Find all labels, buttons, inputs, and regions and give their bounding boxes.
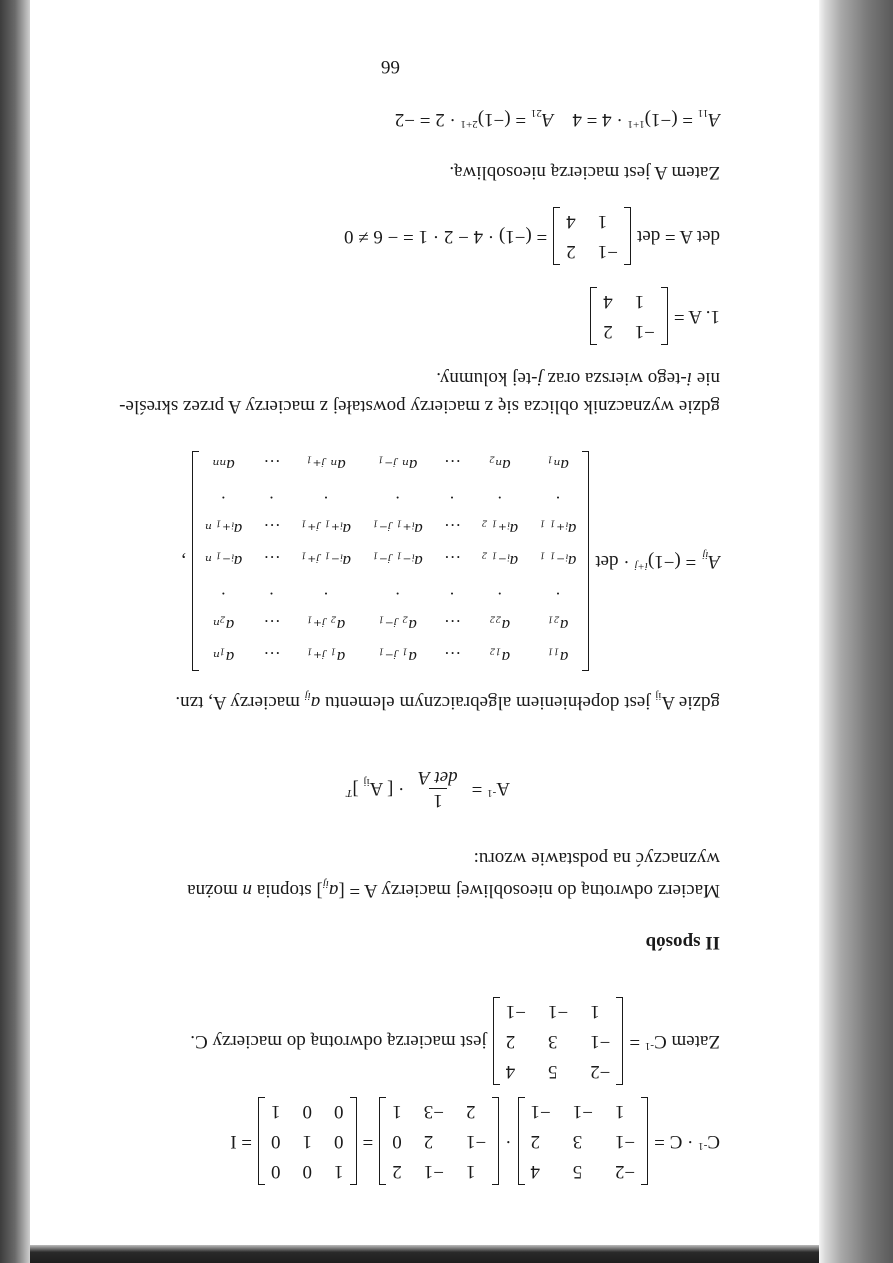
matrix-cell: … <box>444 552 460 571</box>
matrix-cell: … <box>264 520 280 539</box>
matrix-cell: aᵢ₊₁ ₙ <box>204 520 243 539</box>
section-heading: II sposób <box>645 932 720 953</box>
matrix-cell: 2 <box>530 1131 541 1152</box>
cofactor-lhs: $A_{ij}$ <box>702 549 720 572</box>
matrix-cell: aᵢ₋₁ ⱼ₊₁ <box>301 552 352 571</box>
matrix-cell: · <box>556 488 561 507</box>
matrix-cell: 0 <box>334 1131 344 1152</box>
matrix-cell: −1 <box>614 1131 636 1152</box>
matrix-cell: aᵢ₊₁ ⱼ₋₁ <box>373 520 423 539</box>
matrix-cell: · <box>221 584 226 603</box>
matrix-cell: 4 <box>530 1161 541 1182</box>
matrix-cell: · <box>450 488 455 507</box>
matrix-cell: aᵢ₋₁ ₁ <box>540 552 577 571</box>
matrix-cell: a₁₂ <box>489 648 511 667</box>
matrix-cell: 1 <box>590 1001 600 1022</box>
matrix-cell: · <box>497 488 503 507</box>
matrix-cell: · <box>269 488 274 507</box>
matrix-cell: … <box>264 552 280 571</box>
matrix-cell: −1 <box>572 1101 593 1122</box>
matrix-cell: · <box>497 584 503 603</box>
matrix-cell: a₂ₙ <box>212 616 235 635</box>
matrix-cell: −3 <box>423 1101 444 1122</box>
matrix-cell: −1 <box>590 1031 611 1052</box>
cofactor-values: $A_{11} = (-1)^{1+1} \cdot 4 = 4$ $A_{21} = (-1)^{2+1} \cdot 2 = -2$ <box>394 107 720 130</box>
paragraph-line: gdzie wyznacznik oblicza się z macierzy powstałej z macierzy A przez skreśle- <box>119 396 720 417</box>
matrix-cell: aₙ ⱼ₋₁ <box>378 456 418 475</box>
matrix-cell: · <box>269 584 274 603</box>
matrix-cell: 1 <box>271 1101 281 1122</box>
matrix-cell: a₂ ⱼ₊₁ <box>307 616 346 635</box>
minor-matrix <box>192 451 589 671</box>
nonsingular-conclusion: Zatem A jest macierzą nieosobliwą. <box>449 162 720 183</box>
matrix-cell: a₁ ⱼ₊₁ <box>307 648 346 667</box>
matrix-cell: a₁ ⱼ₋₁ <box>378 648 417 667</box>
matrix-cell: 2 <box>465 1101 476 1122</box>
matrix-cell: aₙ₂ <box>489 456 511 475</box>
matrix-cell: 2 <box>392 1161 402 1182</box>
matrix-cell: 0 <box>271 1131 281 1152</box>
book-gutter-shadow <box>819 0 893 1263</box>
matrix-cell: 1 <box>634 291 645 312</box>
matrix-cell: 2 <box>423 1131 434 1152</box>
matrix-cell: · <box>395 584 401 603</box>
matrix-cell: 0 <box>302 1161 313 1182</box>
identity-matrix <box>258 1097 357 1185</box>
matrix-cell: 5 <box>572 1161 583 1182</box>
matrix-c-inverse-result <box>493 997 624 1085</box>
matrix-cell: 1 <box>302 1131 313 1152</box>
paragraph-line: gdzie $A_{ij}$ jest dopełnieniem algebraicznym elementu $a_{ij}$ macierzy A, tzn. <box>175 690 720 713</box>
matrix-cell: aᵢ₋₁ ⱼ₋₁ <box>373 552 423 571</box>
matrix-cell: · <box>395 488 401 507</box>
matrix-cell: · <box>450 584 455 603</box>
page-edge-shadow <box>0 0 30 1263</box>
conclusion-c-inverse <box>190 997 720 1085</box>
paragraph-line: wyznaczyć na podstawie wzoru: <box>473 848 720 869</box>
matrix-cell: 0 <box>334 1101 344 1122</box>
matrix-cell: aᵢ₋₁ ₂ <box>481 552 519 571</box>
matrix-cell: … <box>444 456 460 475</box>
matrix-cell: 0 <box>302 1101 313 1122</box>
matrix-cell: · <box>324 584 329 603</box>
matrix-cell: −1 <box>634 321 655 342</box>
matrix-cell: 1 <box>597 211 608 232</box>
scanner-edge <box>30 1245 819 1263</box>
matrix-cell: −1 <box>597 241 618 262</box>
matrix-cell: … <box>264 456 280 475</box>
matrix-a <box>590 287 668 345</box>
matrix-cell: a₂₂ <box>489 616 511 635</box>
matrix-cell: 0 <box>392 1131 402 1152</box>
matrix-cell: −1 <box>505 1001 526 1022</box>
cofactor-formula: $A_{ij}$ = $(-1)^{i+j} \cdot \det$ a₁₁ a₁₂ … a₁ ⱼ₋₁ a₁ ⱼ₊₁ … a₁ₙ a₂₁ a₂₂ … a₂ ⱼ₋₁ a₂ ⱼ₊₁ … a₂ₙ · · · · · · · aᵢ₋₁ ₁ aᵢ₋₁ ₂ … aᵢ₋₁ ⱼ₋₁ aᵢ₋₁ ⱼ₊₁ … aᵢ₋₁ ₙ aᵢ₊₁ ₁ aᵢ₊₁ ₂ … aᵢ₊₁ ⱼ₋₁ aᵢ₊₁ ⱼ₊₁ … aᵢ₊₁ ₙ · · · · · · · aₙ₁ aₙ₂ … aₙ ⱼ₋₁ aₙ ⱼ₊₁ … aₙₙ , <box>181 451 720 671</box>
matrix-cell: aᵢ₊₁ ₂ <box>481 520 519 539</box>
page-number: 66 <box>381 56 400 77</box>
matrix-cell: a₁ₙ <box>212 648 235 667</box>
inverse-formula: $A^{-1}$ = 1 det A · [ $A_{ij}$ ]$^T$ <box>346 767 510 811</box>
matrix-cell: −2 <box>590 1061 611 1082</box>
matrix-a-det <box>553 207 631 265</box>
matrix-cell: 1 <box>392 1101 402 1122</box>
matrix-c <box>379 1097 499 1185</box>
equals: = <box>362 1131 374 1152</box>
paragraph-line: Macierz odwrotną do nieosobliwej macierzy $A = [a_{ij}]$ stopnia n można <box>187 878 720 901</box>
matrix-cell: · <box>324 488 329 507</box>
matrix-cell: 1 <box>465 1161 476 1182</box>
fraction: 1 det A <box>418 767 458 811</box>
matrix-cell: a₂₁ <box>548 616 569 635</box>
matrix-cell: … <box>444 648 460 667</box>
matrix-cell: −1 <box>547 1001 569 1022</box>
matrix-cell: 4 <box>603 291 613 312</box>
matrix-cell: 3 <box>572 1131 583 1152</box>
matrix-c-inverse <box>518 1097 649 1185</box>
determinant-line: det A = det −1 2 1 4 = (−1) · 4 − 2 · 1 = − 6 ≠ 0 <box>344 207 720 265</box>
multiply-operator: · <box>505 1131 512 1152</box>
paragraph-line: nie i-tego wiersza oraz j-tej kolumny. <box>436 368 720 389</box>
matrix-cell: aᵢ₋₁ ₙ <box>204 552 243 571</box>
matrix-cell: −1 <box>465 1131 487 1152</box>
matrix-cell: 5 <box>547 1061 558 1082</box>
matrix-cell: 2 <box>505 1031 516 1052</box>
conclusion-suffix: jest macierzą odwrotną do macierzy C. <box>190 1031 487 1052</box>
matrix-cell: … <box>264 648 280 667</box>
result: = I <box>230 1131 253 1152</box>
verification-equation <box>230 1097 720 1185</box>
matrix-cell: a₁₁ <box>548 648 569 667</box>
matrix-cell: 2 <box>566 241 576 262</box>
conclusion-prefix: Zatem $C^{-1}$ = <box>629 1031 720 1052</box>
matrix-cell: 0 <box>271 1161 281 1182</box>
matrix-cell: aₙₙ <box>212 456 235 475</box>
matrix-cell: · <box>221 488 226 507</box>
matrix-cell: aᵢ₊₁ ⱼ₊₁ <box>301 520 352 539</box>
example-matrix: 1. A = −1 2 1 4 <box>590 287 720 345</box>
matrix-cell: 3 <box>547 1031 558 1052</box>
lhs: $C^{-1} \cdot C$ = <box>654 1131 720 1152</box>
matrix-cell: aᵢ₊₁ ₁ <box>540 520 577 539</box>
matrix-cell: 1 <box>334 1161 344 1182</box>
matrix-cell: 4 <box>566 211 576 232</box>
matrix-cell: · <box>556 584 561 603</box>
matrix-cell: aₙ₁ <box>547 456 569 475</box>
matrix-cell: 4 <box>505 1061 516 1082</box>
matrix-cell: 1 <box>614 1101 625 1122</box>
matrix-cell: −1 <box>423 1161 444 1182</box>
matrix-cell: −2 <box>614 1161 636 1182</box>
matrix-cell: a₂ ⱼ₋₁ <box>378 616 417 635</box>
matrix-cell: … <box>444 616 460 635</box>
matrix-cell: −1 <box>530 1101 551 1122</box>
matrix-cell: … <box>264 616 280 635</box>
matrix-cell: … <box>444 520 460 539</box>
matrix-cell: 2 <box>603 321 613 342</box>
matrix-cell: aₙ ⱼ₊₁ <box>306 456 346 475</box>
